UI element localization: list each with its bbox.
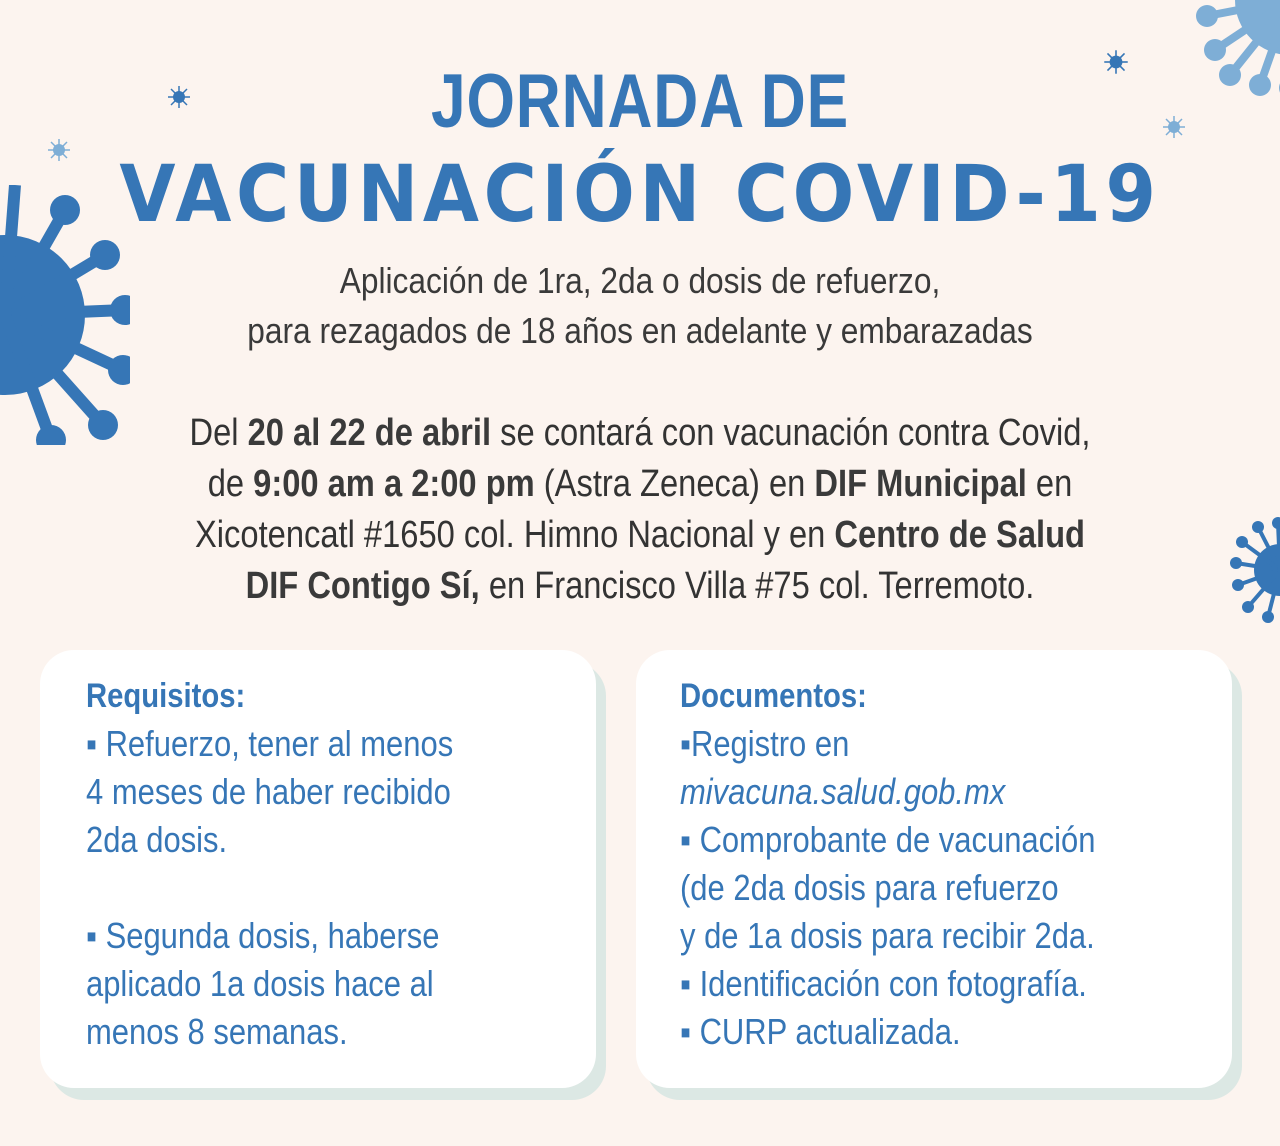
text: Del [189,412,248,454]
list-item: 4 meses de haber recibido [86,771,451,812]
list-item: ▪ Comprobante de vacunación [680,819,1096,860]
location-1: DIF Municipal [814,463,1027,505]
documentos-card [636,650,1232,1088]
list-item: (de 2da dosis para refuerzo [680,867,1059,908]
details-line-4 [90,561,1191,612]
list-item: aplicado 1a dosis hace al [86,963,434,1004]
list-item: ▪ Segunda dosis, haberse [86,915,440,956]
text: Xicotencatl #1650 col. Himno Nacional y en [194,514,835,556]
text: se contará con vacunación contra Covid, [491,412,1091,454]
details-paragraph [90,408,1191,612]
requisitos-card [40,650,596,1088]
website-link[interactable]: mivacuna.salud.gob.mx [680,771,1006,812]
details-line-1 [90,408,1191,459]
virus-icon-large-top-right [1185,0,1280,100]
list-item: 2da dosis. [86,819,228,860]
location-2-cont: DIF Contigo Sí, [245,565,480,607]
list-item: ▪ CURP actualizada. [680,1011,961,1052]
time-range: 9:00 am a 2:00 pm [253,463,535,505]
list-item: ▪Registro en [680,723,850,764]
text: de [207,463,254,505]
date-range: 20 al 22 de abril [247,412,492,454]
text: en [1026,463,1073,505]
details-line-3 [90,510,1191,561]
subtitle [77,256,1203,356]
spacer [86,864,596,912]
list-item: ▪ Identificación con fotografía. [680,963,1087,1004]
requisitos-title: Requisitos: [86,677,246,715]
details-line-2 [90,459,1191,510]
subtitle-line-2: para rezagados de 18 años en adelante y embarazadas [247,310,1033,351]
documentos-title: Documentos: [680,677,867,715]
title-line-2: VACUNACIÓN COVID-19 [119,150,1161,240]
virus-icon-medium-right [1230,515,1280,625]
text: en Francisco Villa #75 col. Terremoto. [479,565,1035,607]
text: (Astra Zeneca) en [534,463,815,505]
list-item: y de 1a dosis para recibir 2da. [680,915,1095,956]
list-item: menos 8 semanas. [86,1011,348,1052]
location-2: Centro de Salud [834,514,1086,556]
list-item: ▪ Refuerzo, tener al menos [86,723,454,764]
title-line-1: JORNADA DE [431,59,849,144]
subtitle-line-1: Aplicación de 1ra, 2da o dosis de refuerzo, [339,260,941,301]
